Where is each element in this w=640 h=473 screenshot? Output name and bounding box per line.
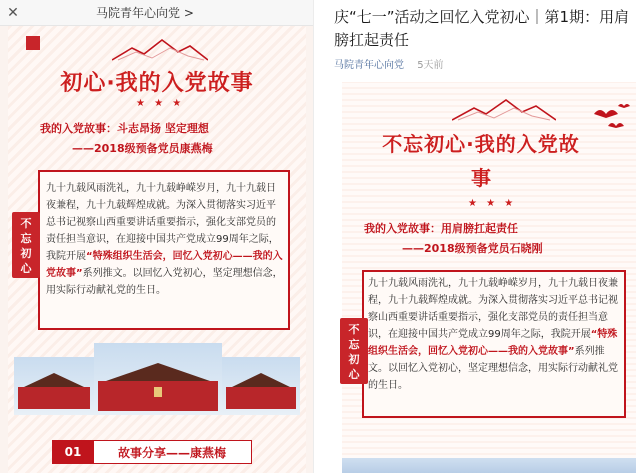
left-author: ——2018级预备党员康燕梅 (72, 142, 213, 155)
left-heading: 初心·我的入党故事 (60, 71, 254, 96)
paragraph-text-end: 系列推文。以回忆入党初心，坚定理想信念，用实际行动献礼党的生日。 (46, 268, 283, 296)
side-tab-label: 不忘初心 (20, 217, 32, 275)
left-paragraph (46, 180, 284, 299)
corner-decoration (26, 36, 40, 50)
right-author: ——2018级预备党员石晓刚 (402, 242, 543, 255)
left-side-tab (12, 212, 40, 278)
right-subtitle: 我的入党故事：用肩膀扛起责任 (364, 222, 518, 235)
right-heading-line1: 不忘初心·我的入党故 (382, 132, 580, 156)
paragraph-highlight: “特殊组织生活会，回忆入党初心——我的入党故事” (46, 251, 283, 279)
right-article-screenshot (322, 0, 640, 473)
right-heading-line2: 事 (471, 166, 491, 190)
paragraph-text: 九十九载风雨洗礼，九十九载峥嵘岁月，九十九载日夜兼程，九十九载辉煌成就。为深入贯彻落实习近平总书记视察山西重要讲话重要指示，强化支部党员的责任担当意识，在迎接中国共产党成立99周年之际，我院开展 (46, 183, 279, 262)
side-tab-label: 不忘初心 (348, 323, 360, 381)
paragraph-text-end: 系列推文。以回忆入党初心，坚定理想信念，用实际行动献礼党的生日。 (368, 346, 618, 391)
article-title: 庆“七一”活动之回忆入党初心｜第1期：用肩膀扛起责任 (334, 8, 630, 49)
account-name-link[interactable]: 马院青年心向党 (334, 60, 404, 71)
section-number: 01 (52, 440, 94, 464)
paragraph-text: 九十九载风雨洗礼，九十九载峥嵘岁月，九十九载日夜兼程，九十九载辉煌成就。为深入贯彻落实习近平总书记视察山西重要讲话重要指示，强化支部党员的责任担当意识，在迎接中国共产党成立99周年之际，我院开展 (368, 278, 618, 340)
left-subtitle: 我的入党故事：斗志昂扬 坚定理想 (40, 122, 209, 135)
section-title: 故事分享——康燕梅 (118, 446, 227, 460)
right-side-tab (340, 318, 368, 384)
left-article-screenshot (0, 0, 314, 473)
image-strip-bottom (342, 458, 636, 473)
paragraph-highlight: “特殊组织生活会，回忆入党初心——我的入党故事” (368, 329, 618, 357)
tiananmen-image (14, 343, 300, 415)
right-paragraph (368, 275, 622, 394)
stars-decoration: ★ ★ ★ (136, 98, 185, 109)
close-icon[interactable]: ✕ (7, 4, 19, 21)
account-title-link[interactable]: 马院青年心向党 > (96, 6, 194, 20)
left-top-bar (0, 0, 314, 26)
stars-decoration: ★ ★ ★ (468, 198, 517, 209)
mountain-icon (112, 36, 208, 62)
article-meta (334, 56, 444, 71)
publish-time: 5天前 (417, 60, 444, 71)
mountain-icon (452, 96, 556, 122)
